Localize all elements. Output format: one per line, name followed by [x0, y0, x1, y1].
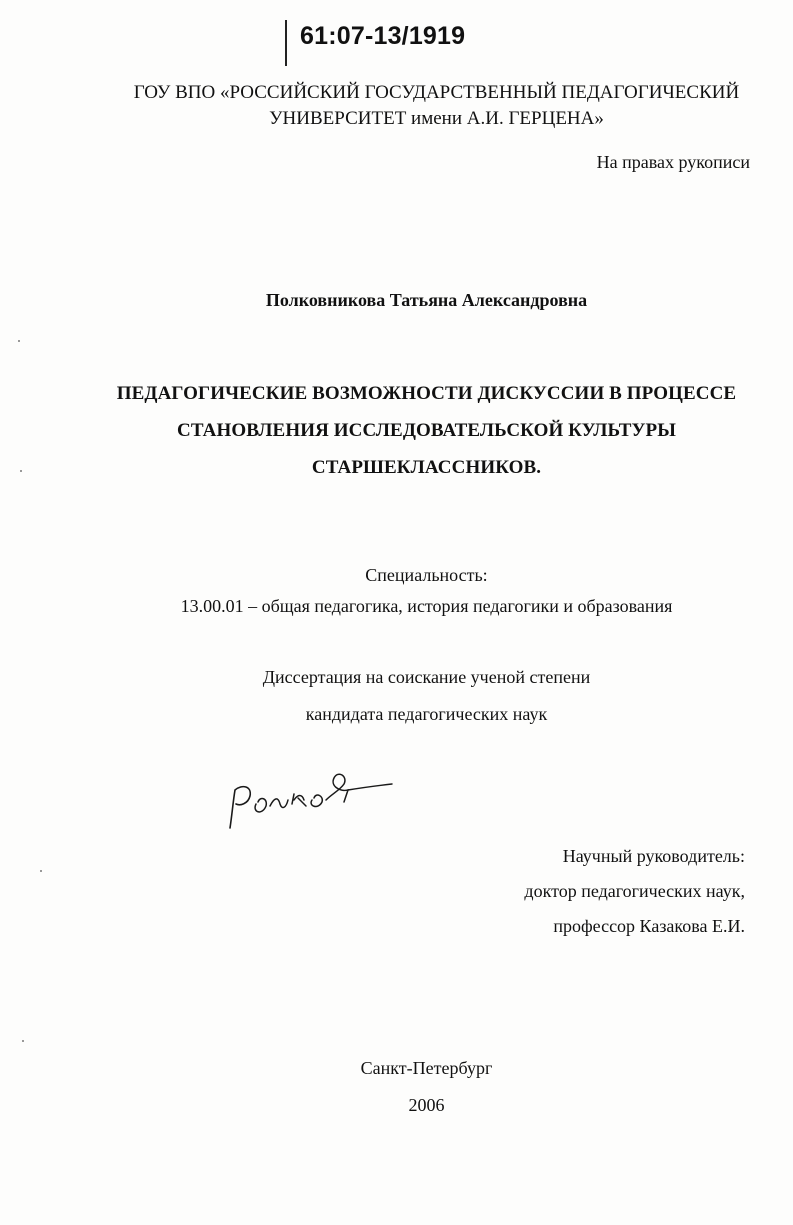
- supervisor-label: Научный руководитель:: [562, 846, 745, 866]
- scan-speck: [20, 470, 22, 472]
- city: Санкт-Петербург: [360, 1058, 493, 1078]
- scan-speck: [40, 870, 42, 872]
- scan-speck: [18, 340, 20, 342]
- dissertation-title-line-3: СТАРШЕКЛАССНИКОВ.: [311, 457, 542, 478]
- author-name: Полковникова Татьяна Александровна: [265, 290, 588, 310]
- supervisor-degree: доктор педагогических наук,: [524, 881, 745, 901]
- scan-speck: [22, 1040, 24, 1042]
- year: 2006: [408, 1095, 445, 1115]
- supervisor-name: профессор Казакова Е.И.: [553, 916, 745, 936]
- manuscript-rights-note: На правах рукописи: [596, 152, 750, 172]
- specialty-label: Специальность:: [365, 565, 488, 585]
- library-stamp-code: 61:07-13/1919: [300, 22, 466, 50]
- organization-line-2: УНИВЕРСИТЕТ имени А.И. ГЕРЦЕНА»: [269, 108, 604, 129]
- organization-line-1: ГОУ ВПО «РОССИЙСКИЙ ГОСУДАРСТВЕННЫЙ ПЕДАГОГИЧЕСКИЙ: [133, 82, 740, 103]
- author-signature: [222, 760, 397, 832]
- stamp-divider: [285, 20, 287, 66]
- degree-line-1: Диссертация на соискание ученой степени: [262, 667, 591, 687]
- dissertation-title-line-2: СТАНОВЛЕНИЯ ИССЛЕДОВАТЕЛЬСКОЙ КУЛЬТУРЫ: [177, 420, 676, 441]
- degree-line-2: кандидата педагогических наук: [305, 704, 548, 724]
- specialty-value: 13.00.01 – общая педагогика, история педагогики и образования: [180, 596, 673, 616]
- dissertation-title-line-1: ПЕДАГОГИЧЕСКИЕ ВОЗМОЖНОСТИ ДИСКУССИИ В ПРОЦЕССЕ: [116, 383, 737, 404]
